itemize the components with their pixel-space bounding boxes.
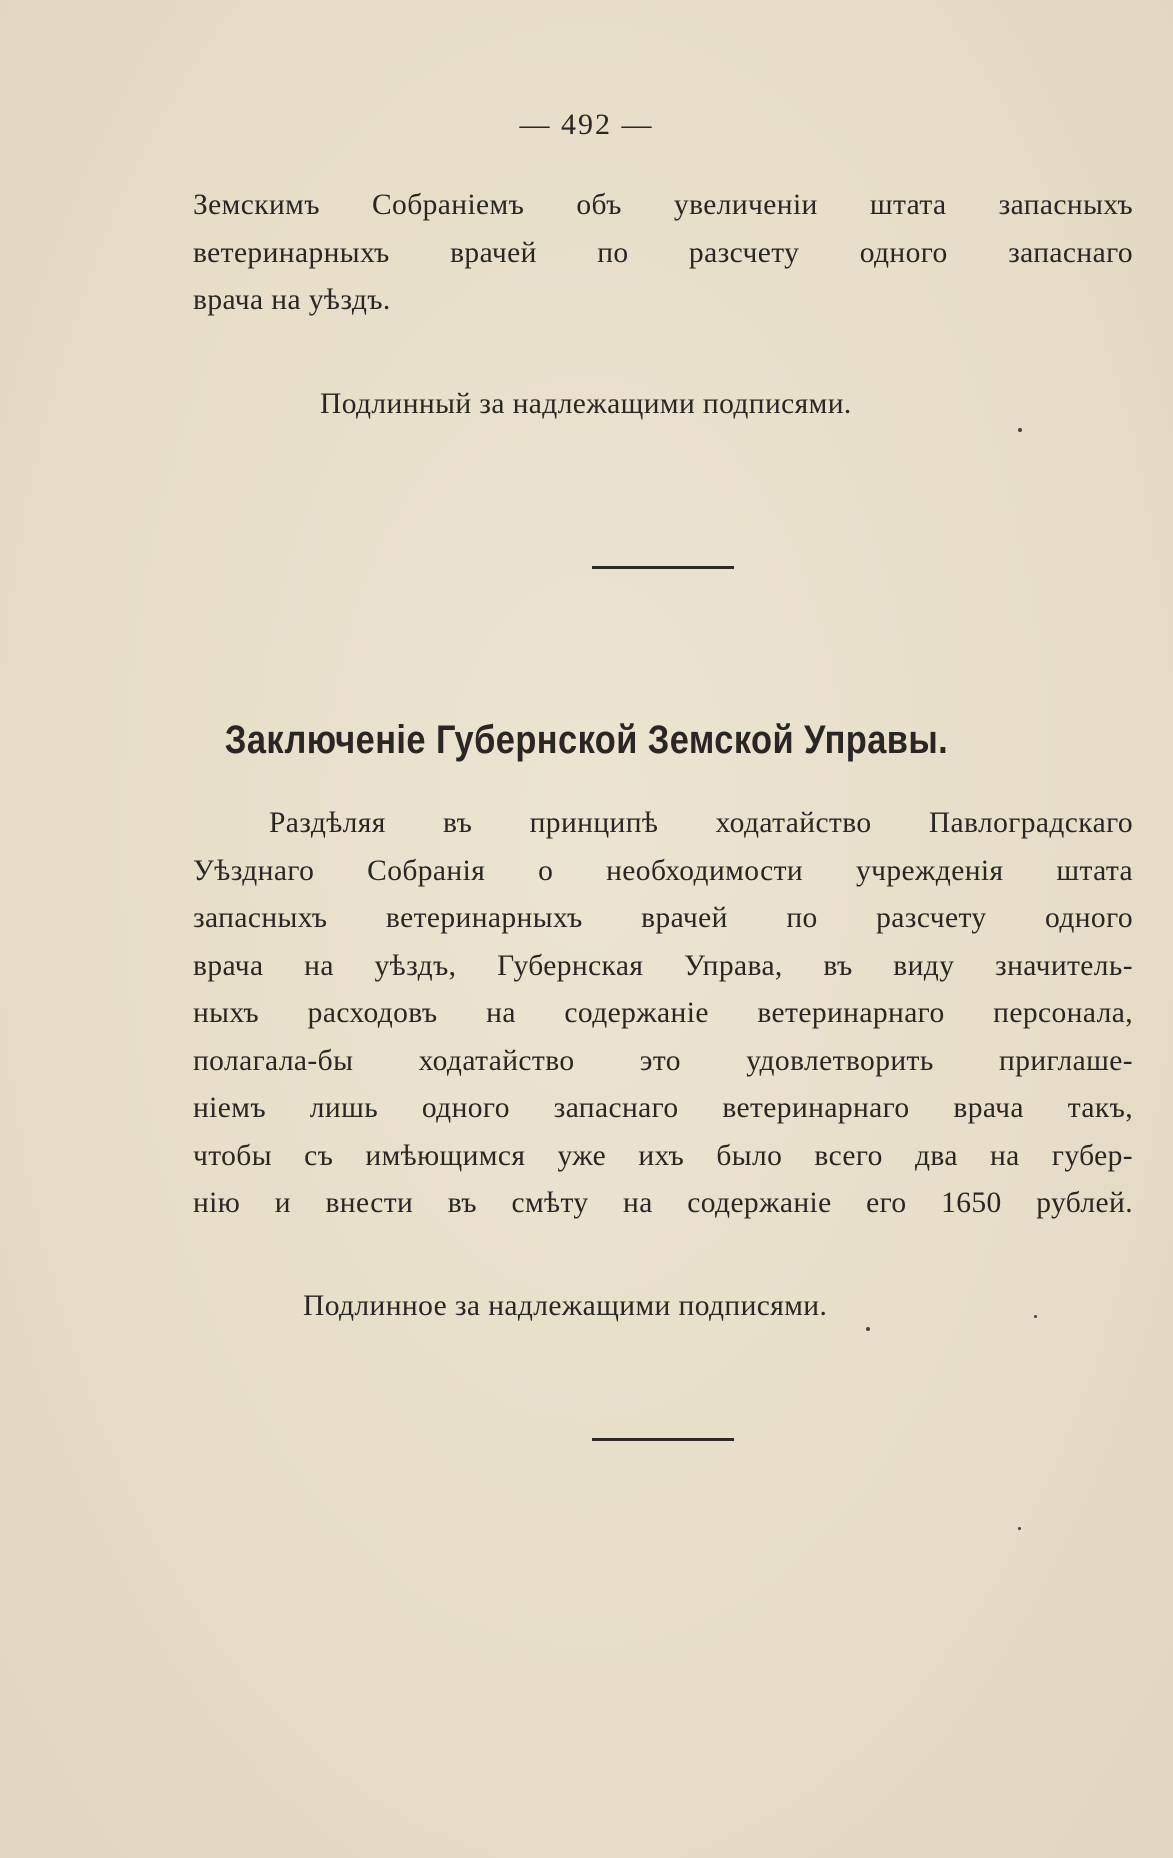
signature-note-1: Подлинный за надлежащими подписями. <box>320 388 852 420</box>
paragraph-line: ніемъ лишь одного запаснаго ветеринарнаго врача такъ, <box>193 1092 1133 1124</box>
continued-paragraph <box>193 182 1133 325</box>
paragraph-line: Уѣзднаго Собранія о необходимости учрежденія штата <box>193 854 1133 887</box>
section-divider <box>592 566 734 569</box>
ink-speck <box>866 1327 870 1331</box>
paragraph-line: полагала-бы ходатайство это удовлетворить приглаше- <box>193 1044 1133 1077</box>
paragraph-line: Раздѣляя въ принципѣ ходатайство Павлоградскаго <box>269 807 1133 839</box>
paragraph-line: запасныхъ ветеринарныхъ врачей по разсчету одного <box>193 902 1133 934</box>
section-divider <box>592 1438 734 1441</box>
paragraph-line: чтобы съ имѣющимся уже ихъ было всего два на губер- <box>193 1139 1133 1172</box>
signature-note-2: Подлинное за надлежащими подписями. <box>303 1290 828 1322</box>
paragraph-line: врача на уѣздъ, Губернская Управа, въ виду значитель- <box>193 949 1133 982</box>
section-heading: Заключеніе Губернской Земской Управы. <box>224 718 949 762</box>
ink-speck <box>1018 1527 1021 1530</box>
paragraph-line: ныхъ расходовъ на содержаніе ветеринарнаго персонала, <box>193 997 1133 1029</box>
paragraph-line: ветеринарныхъ врачей по разсчету одного запаснаго <box>193 236 1133 269</box>
conclusion-paragraph <box>193 800 1133 1228</box>
ink-speck <box>1018 428 1022 432</box>
paragraph-line: Земскимъ Собраніемъ объ увеличеніи штата запасныхъ <box>193 189 1133 221</box>
ink-speck <box>1034 1315 1037 1318</box>
paragraph-line: врача на уѣздъ. <box>193 284 391 316</box>
paragraph-line: нію и внести въ смѣту на содержаніе его 1650 рублей. <box>193 1187 1133 1219</box>
page-number: — 492 — <box>519 108 654 141</box>
